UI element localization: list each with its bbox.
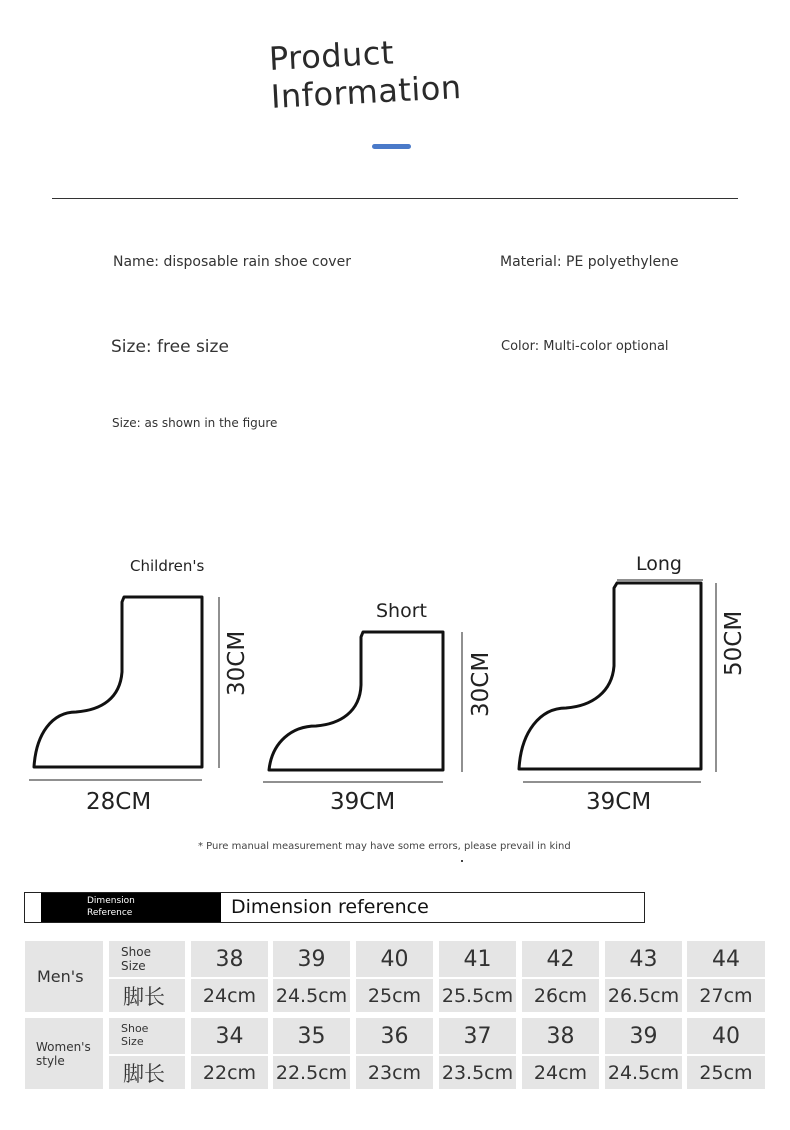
header-title: Dimension reference [231,896,429,918]
women-shoe-size-label [109,1018,185,1054]
men-group-label: Men's [25,941,103,1012]
women-shoe-size-line1: Shoe [121,1022,149,1035]
women-size-cell: 38 [522,1018,599,1054]
men-length-cell: 24cm [191,979,268,1012]
women-length-cell: 24.5cm [605,1056,682,1089]
header-black-label-line2: Reference [87,908,133,918]
women-length-cell: 23.5cm [439,1056,516,1089]
men-size-cell: 42 [522,941,599,977]
women-length-cell: 24cm [522,1056,599,1089]
men-length-cell: 26.5cm [605,979,682,1012]
childrens-width-label: 28CM [86,789,152,815]
dimension-reference-header [24,892,645,923]
childrens-label: Children's [130,557,205,575]
men-foot-length-label: 脚长 [109,979,185,1012]
men-length-cell: 27cm [687,979,765,1012]
page-title-line1: Product [268,33,395,78]
women-size-cell: 39 [605,1018,682,1054]
men-size-cell: 38 [191,941,268,977]
header-black-label [87,892,175,922]
info-material: Material: PE polyethylene [500,254,679,270]
women-size-cell: 35 [273,1018,350,1054]
women-length-cell: 25cm [687,1056,765,1089]
women-group-label-line2: style [36,1053,65,1068]
long-cover-figure [519,553,747,815]
women-group-label [25,1018,103,1089]
women-group-label-line1: Women's [36,1039,91,1054]
short-height-label: 30CM [468,651,494,717]
men-length-cell: 24.5cm [273,979,350,1012]
men-length-cell: 25cm [356,979,433,1012]
women-size-cell: 40 [687,1018,765,1054]
short-label: Short [376,600,427,622]
women-size-cell: 36 [356,1018,433,1054]
women-length-cell: 22.5cm [273,1056,350,1089]
childrens-boot-outline [34,597,202,767]
shoe-cover-diagram [0,540,790,830]
long-label: Long [636,553,682,575]
men-size-cell: 41 [439,941,516,977]
women-size-cell: 37 [439,1018,516,1054]
title-accent-bar [372,144,411,149]
men-shoe-size-line2: Size [121,959,146,973]
men-size-cell: 44 [687,941,765,977]
women-foot-length-label: 脚长 [109,1056,185,1089]
short-cover-figure [263,600,494,815]
page-title [268,30,462,116]
short-width-label: 39CM [330,789,396,815]
men-size-cell: 40 [356,941,433,977]
info-name: Name: disposable rain shoe cover [113,254,351,270]
page-title-line2: Information [269,67,463,116]
section-divider [52,198,738,199]
men-length-cell: 26cm [522,979,599,1012]
measurement-note: * Pure manual measurement may have some errors, please prevail in kind [198,841,571,852]
info-size-figure: Size: as shown in the figure [112,416,278,430]
childrens-height-label: 30CM [224,630,250,696]
header-black-label-line1: Dimension [87,896,135,906]
long-width-label: 39CM [586,789,652,815]
women-size-cell: 34 [191,1018,268,1054]
long-height-label: 50CM [721,610,747,676]
men-size-cell: 39 [273,941,350,977]
women-length-cell: 22cm [191,1056,268,1089]
note-dot [461,860,463,862]
info-size: Size: free size [111,337,229,357]
men-size-cell: 43 [605,941,682,977]
long-boot-outline [519,583,701,769]
short-boot-outline [269,632,443,770]
women-shoe-size-line2: Size [121,1035,144,1048]
childrens-cover-figure [29,557,250,815]
men-length-cell: 25.5cm [439,979,516,1012]
men-shoe-size-line1: Shoe [121,945,151,959]
women-length-cell: 23cm [356,1056,433,1089]
info-color: Color: Multi-color optional [501,339,669,354]
men-shoe-size-label [109,941,185,977]
